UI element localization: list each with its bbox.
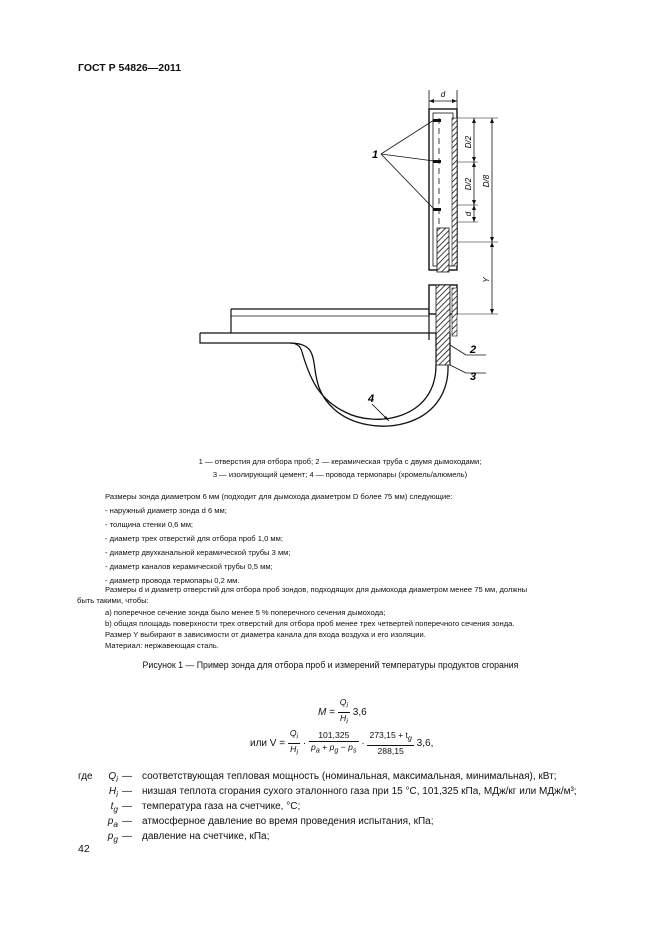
label-d8: D/8 xyxy=(482,174,491,188)
notes-item: - диаметр провода термопары 0,2 мм. xyxy=(105,576,240,585)
figure-legend-line-2: 3 — изолирующий цемент; 4 — провода термопары (хромель/алюмель) xyxy=(212,470,468,479)
figure-caption: Рисунок 1 — Пример зонда для отбора проб и измерений температуры продуктов сгорания xyxy=(142,660,519,670)
formula-m-tail: 3,6 xyxy=(352,706,367,718)
definitions-where: где xyxy=(78,771,93,782)
notes-item: - диаметр трех отверстий для отбора проб 1,0 мм; xyxy=(105,534,283,543)
leader-2 xyxy=(450,345,466,355)
document-header: ГОСТ Р 54826—2011 xyxy=(78,62,182,74)
horizontal-flue-tube xyxy=(200,309,436,352)
figure-legend-line-1: 1 — отверстия для отбора проб; 2 — керамическая труба с двумя дымоходами; xyxy=(198,457,482,466)
notes-intro: Размеры зонда диаметром 6 мм (подходит для дымохода диаметром D более 75 мм) следующие: xyxy=(105,492,453,501)
notes-item: - диаметр двухканальной керамической трубы 3 мм; xyxy=(105,548,291,557)
label-d-top: d xyxy=(440,90,446,99)
formula-v-prefix: или V = xyxy=(250,737,286,749)
definitions-list: где $Q_i$ — соответствующая тепловая мощность (номинальная, максимальная, минимальная), кВт; $H_i$ — низшая теплота сгорания сухого эталонного газа при 15 °С, 101,325 кПа, МДж/кг или МДж/м³; $t_g$ — температура газа на счетчике, °С; $p_a$ — атмосферное давление во время проведения испытания, кПа; $p_g$ — давление на счетчике, кПа; xyxy=(78,771,577,844)
thermocouple-wires xyxy=(290,333,450,426)
notes-size-y: Размер Y выбирают в зависимости от диаметра канала для входа воздуха и его изоляции. xyxy=(105,630,426,639)
notes-item-a: а) поперечное сечение зонда было менее 5 % поперечного сечения дымохода; xyxy=(105,608,386,617)
formula-v: или V = $\frac{Q_i}{H_i}$ · $\frac{101,325}{p_a + p_g - p_s}$ · $\frac{273,15 + t_g}{288,15}$ 3,6, xyxy=(250,728,434,757)
notes-paragraph: Размеры d и диаметр отверстий для отбора проб зондов, подходящих для дымохода диаметром менее 75 мм, должны xyxy=(105,585,528,594)
formula-v-fraction-1: $\frac{Q_i}{H_i}$ xyxy=(289,728,299,757)
formula-v-fraction-2: $\frac{101,325}{p_a + p_g - p_s}$ xyxy=(311,729,357,755)
formula-v-tail: 3,6, xyxy=(416,737,434,749)
label-d2-a: D/2 xyxy=(464,135,473,149)
formula-m-fraction: $\frac{Q_i}{H_i}$ xyxy=(339,697,349,726)
label-d-small: d xyxy=(464,211,473,217)
label-2: 2 xyxy=(470,344,477,356)
sampling-holes xyxy=(433,119,441,211)
notes-paragraph-cont: быть такими, чтобы: xyxy=(77,596,149,605)
label-3: 3 xyxy=(470,371,477,383)
formula-v-fraction-3: $\frac{273,15 + t_g}{288,15}$ xyxy=(369,729,412,756)
formula-m-lhs: M = xyxy=(318,706,335,718)
page-number: 42 xyxy=(78,843,90,855)
formula-m xyxy=(318,697,367,727)
label-4: 4 xyxy=(368,393,375,405)
label-d2-b: D/2 xyxy=(464,177,473,191)
notes-item: - наружный диаметр зонда d 6 мм; xyxy=(105,506,227,515)
probe-figure xyxy=(0,0,661,460)
leader-3 xyxy=(450,365,466,373)
notes-item-b: b) общая площадь поверхности трех отверстий для отбора проб менее трех четвертей поперечного сечения зонда. xyxy=(105,619,515,628)
leader-1 xyxy=(381,120,434,209)
notes-item: - диаметр каналов керамической трубы 0,5 мм; xyxy=(105,562,273,571)
label-1: 1 xyxy=(372,149,379,161)
notes-item: - толщина стенки 0,6 мм; xyxy=(105,520,194,529)
probe-tube-lower xyxy=(429,285,457,365)
label-y: Y xyxy=(482,277,491,283)
notes-material: Материал: нержавеющая сталь. xyxy=(105,641,219,650)
probe-tube-upper xyxy=(429,109,457,272)
